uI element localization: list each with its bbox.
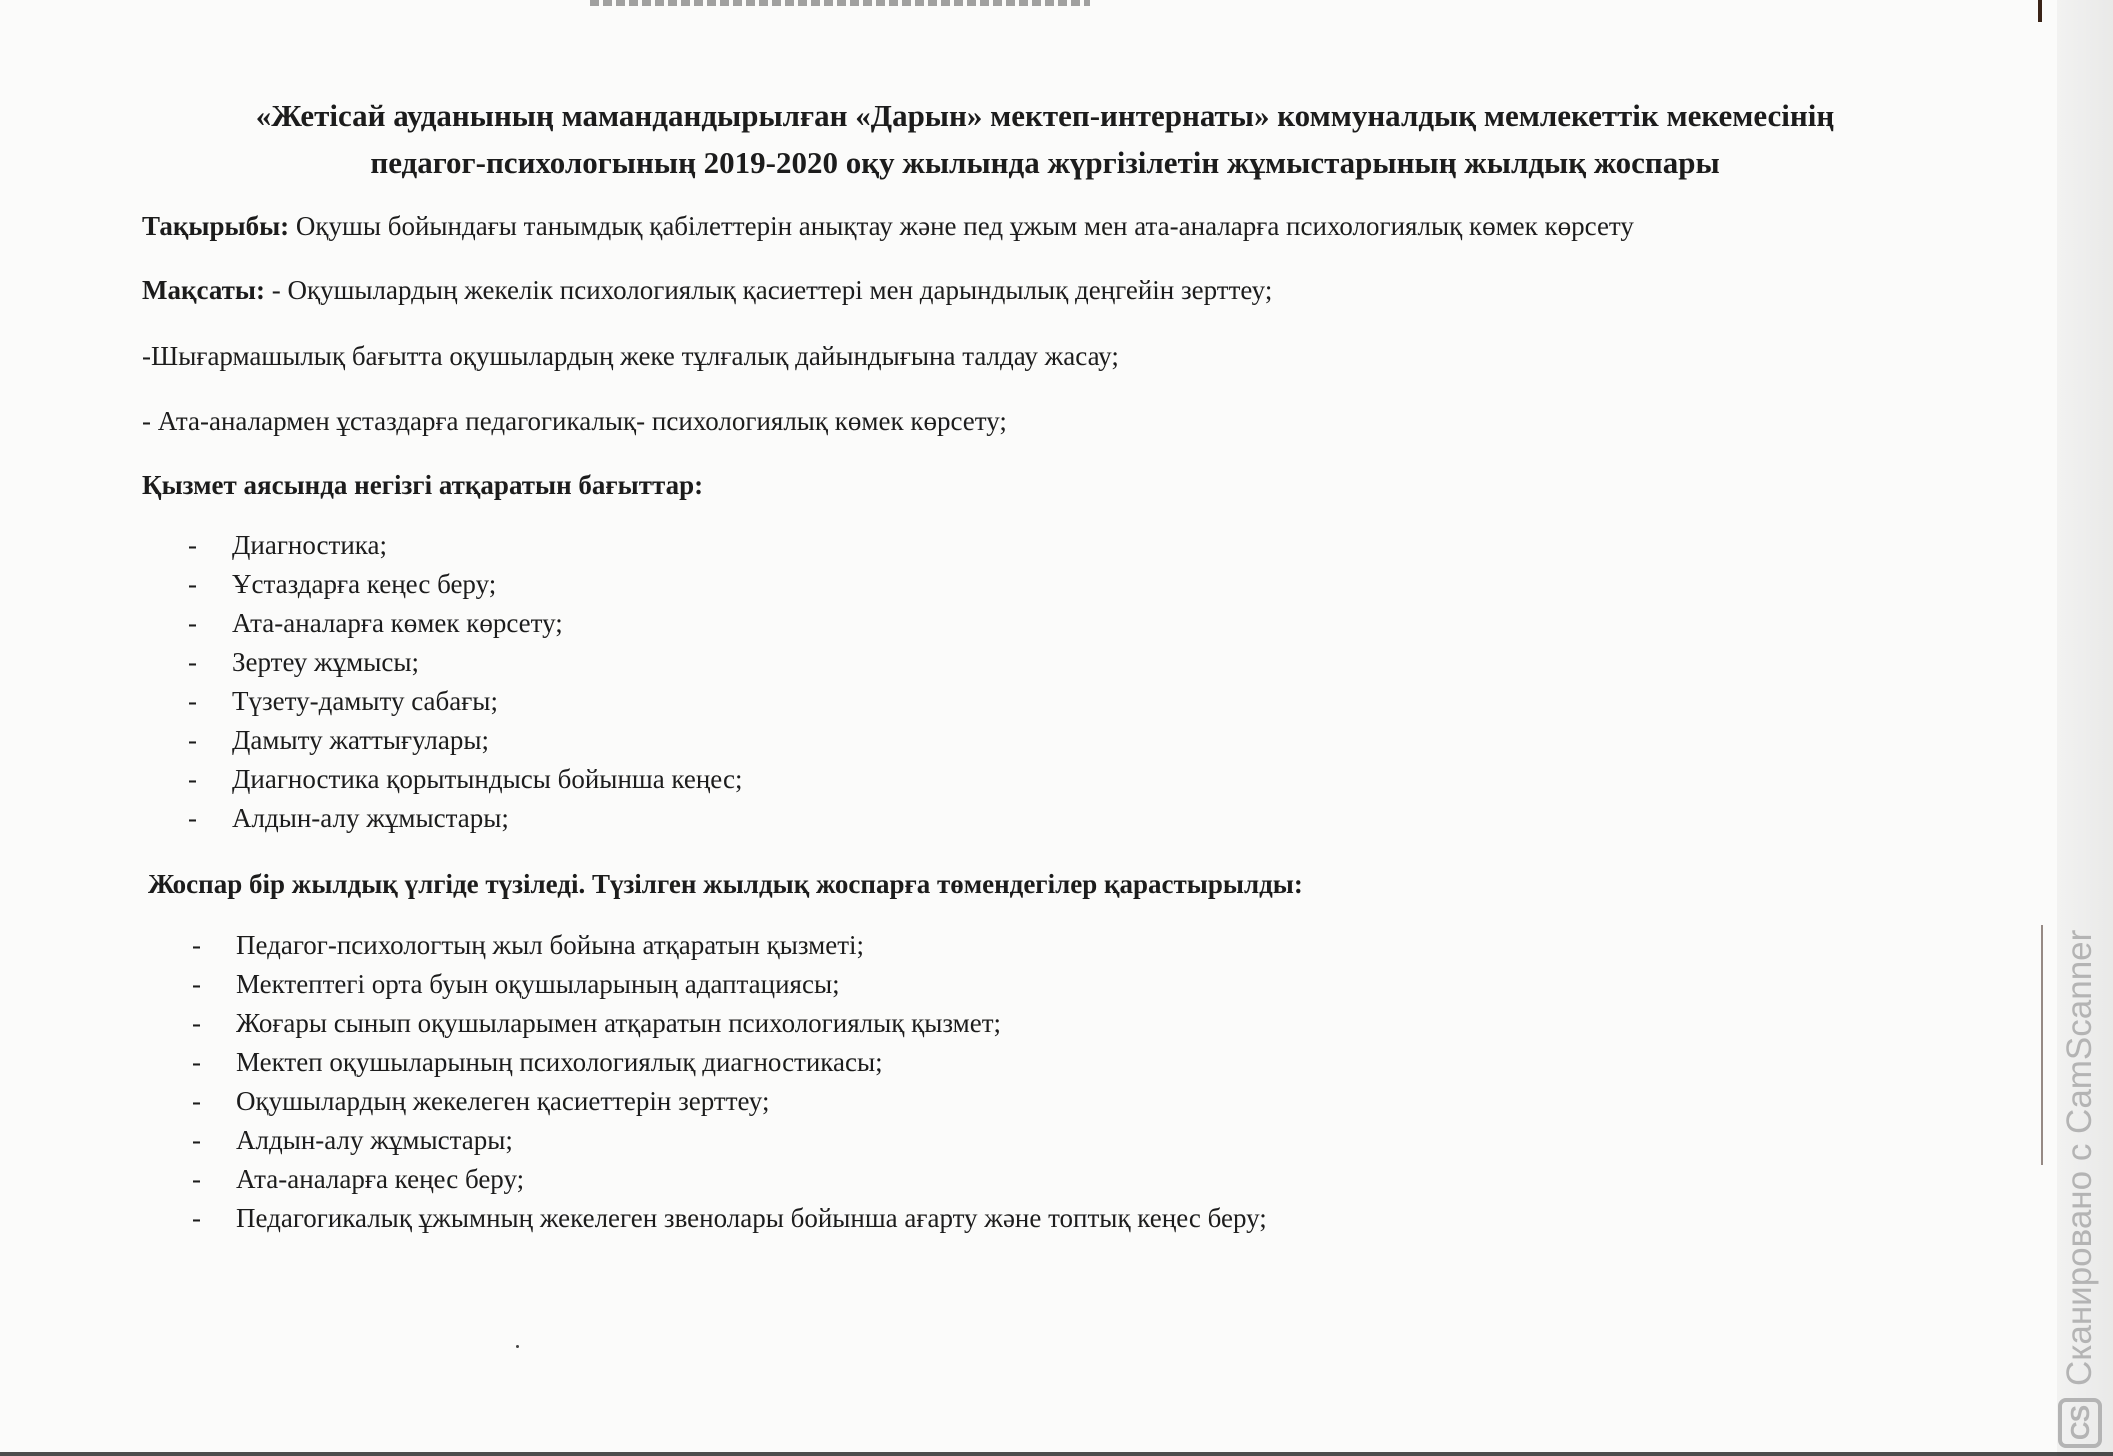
goal-line-2: -Шығармашылық бағытта оқушылардың жеке тұлғалық дайындығына талдау жасау; <box>142 341 1119 371</box>
list-dash: - <box>188 608 197 638</box>
goal-line-3: - Ата-аналармен ұстаздарға педагогикалық- психологиялық көмек көрсету; <box>142 406 1007 436</box>
list-dash: - <box>192 1047 201 1077</box>
scanned-page: «Жетісай ауданының мамандандырылған «Дарын» мектеп-интернаты» коммуналдық мемлекеттік мекемесінің педагог-психологының 2019-2020 оқу жылында жүргізілетін жұмыстарының жылдық жоспары Тақырыбы: Оқушы бойындағы танымдық қабілеттерін анықтау және пед ұжым мен ата-аналарға психологиялық көмек көрсету Мақсаты: - Оқушылардың жекелік психологиялық қасиеттері мен дарындылық деңгейін зерттеу; -Шығармашылық бағытта оқушылардың жеке тұлғалық дайындығына талдау жасау; - Ата-аналармен ұстаздарға педагогикалық- психологиялық көмек көрсету; Қызмет аясында негізгі атқаратын бағыттар: - Диагностика; - Ұстаздарға кеңес беру; - Ата-аналарға көмек көрсету; - Зертеу жұмысы; - Түзету-дамыту сабағы; - Дамыту жаттығулары; - Диагностика қорытындысы бойынша кеңес; - Алдын-алу жұмыстары; Жоспар бір жылдық үлгіде түзіледі. Түзілген жылдық жоспарға төмендегілер қарастырылды: - Педагог-психологтың жыл бойына атқаратын қызметі; - Мектептегі орта буын оқушыларының адаптациясы; - Жоғары сынып оқушыларымен атқаратын психологиялық қызмет; - Мектеп оқушыларының психологиялық диагностикасы; - Оқушылардың жекелеген қасиеттерін зерттеу; - Алдын-алу жұмыстары; - Ата-аналарға кеңес беру; - Педагогикалық ұжымның жекелеген звенолары бойынша ағарту және топтық кеңес беру; CS Сканировано с CamScanner <box>0 0 2113 1456</box>
page-edge-mark <box>2038 0 2042 22</box>
list-dash: - <box>192 930 201 960</box>
goal-label: Мақсаты: <box>142 275 265 305</box>
top-bleed-through-text <box>590 0 1090 6</box>
topic-paragraph <box>142 208 1634 244</box>
list-dash: - <box>188 725 197 755</box>
camscanner-logo-icon: CS <box>2058 1398 2102 1448</box>
list-dash: - <box>188 647 197 677</box>
list-dash: - <box>188 803 197 833</box>
plan-heading: Жоспар бір жылдық үлгіде түзіледі. Түзілген жылдық жоспарға төмендегілер қарастырылды: <box>148 869 1303 899</box>
list-dash: - <box>188 569 197 599</box>
list-dash: - <box>192 1008 201 1038</box>
list-dash: - <box>188 764 197 794</box>
list-dash: - <box>192 1164 201 1194</box>
page-edge-line <box>2041 925 2043 1165</box>
list-dash: - <box>192 1086 201 1116</box>
list-dash: - <box>192 1125 201 1155</box>
camscanner-watermark <box>2058 930 2102 1448</box>
topic-label: Тақырыбы: <box>142 211 290 241</box>
stray-dot <box>516 1345 519 1348</box>
list-dash: - <box>192 1203 201 1233</box>
goal-text: - Оқушылардың жекелік психологиялық қасиеттері мен дарындылық деңгейін зерттеу; <box>265 275 1273 305</box>
goal-paragraph <box>142 272 1272 308</box>
watermark-text: Сканировано с CamScanner <box>2060 929 2099 1386</box>
document-title-line-2: педагог-психологының 2019-2020 оқу жылында жүргізілетін жұмыстарының жылдық жоспары <box>370 145 1720 180</box>
list-dash: - <box>192 969 201 999</box>
list-dash: - <box>188 530 197 560</box>
page-bottom-edge <box>0 1452 2113 1456</box>
directions-heading: Қызмет аясында негізгі атқаратын бағыттар: <box>142 470 704 500</box>
topic-text: Оқушы бойындағы танымдық қабілеттерін анықтау және пед ұжым мен ата-аналарға психологиялық көмек көрсету <box>289 211 1634 241</box>
list-dash: - <box>188 686 197 716</box>
document-title-line-1: «Жетісай ауданының мамандандырылған «Дарын» мектеп-интернаты» коммуналдық мемлекеттік мекемесінің <box>255 98 1835 133</box>
